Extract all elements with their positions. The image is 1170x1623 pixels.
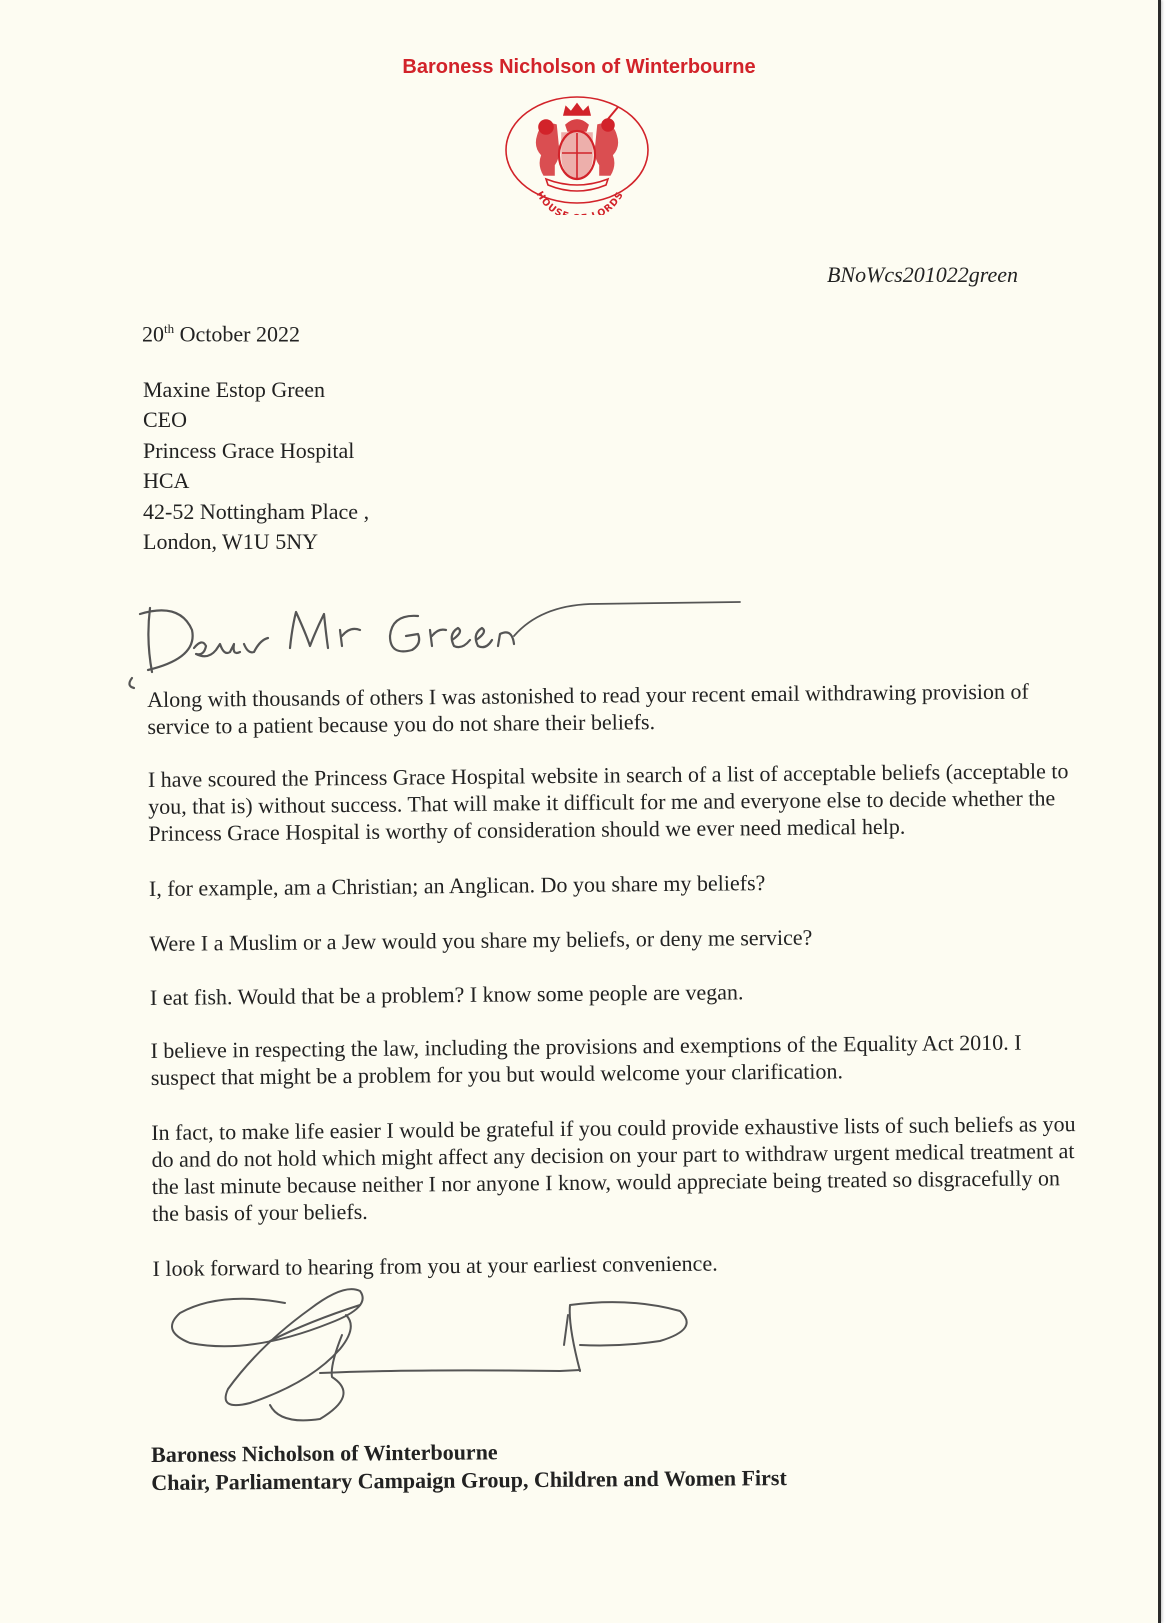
letter-body bbox=[147, 677, 1093, 1282]
svg-text:HOUSE OF LORDS: HOUS ORDS bbox=[533, 189, 627, 215]
recipient-company: HCA bbox=[143, 468, 190, 494]
signoff-block bbox=[151, 1436, 787, 1497]
body-paragraph: In fact, to make life easier I would be grateful if you could provide exhaustive lists of such beliefs as you do and do not hold which might affect any decision on your part to withdraw urgent medical treatment at the last minute because neither I nor anyone I know, would appreciate being treated so disgracefully on the basis of your beliefs. bbox=[151, 1111, 1076, 1226]
signoff-name: Baroness Nicholson of Winterbourne bbox=[151, 1439, 498, 1467]
handwritten-signature bbox=[160, 1285, 720, 1425]
body-paragraph: I have scoured the Princess Grace Hospital website in search of a list of acceptable beliefs (acceptable to you, that is) without success. That will make it difficult for me and everyone else to decide whether the Princess Grace Hospital is worthy of consideration should we ever need medical help. bbox=[147, 758, 1069, 846]
body-paragraph: I look forward to hearing from you at your earliest convenience. bbox=[152, 1250, 718, 1281]
signoff-title: Chair, Parliamentary Campaign Group, Children and Women First bbox=[151, 1465, 787, 1495]
body-paragraph: I, for example, am a Christian; an Anglican. Do you share my beliefs? bbox=[148, 870, 766, 901]
recipient-street: 42-52 Nottingham Place , bbox=[143, 498, 370, 524]
body-paragraph: I eat fish. Would that be a problem? I know some people are vegan. bbox=[149, 979, 744, 1010]
recipient-name: Maxine Estop Green bbox=[143, 377, 326, 402]
recipient-city: London, W1U 5NY bbox=[143, 529, 318, 555]
letterhead-name: Baroness Nicholson of Winterbourne bbox=[402, 56, 756, 78]
body-paragraph: Were I a Muslim or a Jew would you share my beliefs, or deny me service? bbox=[149, 924, 813, 956]
recipient-title: CEO bbox=[143, 407, 187, 433]
recipient-organisation: Princess Grace Hospital bbox=[143, 437, 355, 463]
body-paragraph: I believe in respecting the law, including the provisions and exemptions of the Equality Act 2010. I suspect that might be a problem for you but would welcome your clarification. bbox=[150, 1029, 1022, 1090]
reference-code: BNoWcs201022green bbox=[826, 262, 1018, 287]
house-of-lords-crest-icon bbox=[502, 95, 652, 215]
letter-date: 20th October 2022 bbox=[142, 321, 300, 347]
body-paragraph: Along with thousands of others I was astonished to read your recent email withdrawing provision of service to a patient because you do not share their beliefs. bbox=[147, 678, 1029, 739]
recipient-address bbox=[143, 375, 369, 557]
